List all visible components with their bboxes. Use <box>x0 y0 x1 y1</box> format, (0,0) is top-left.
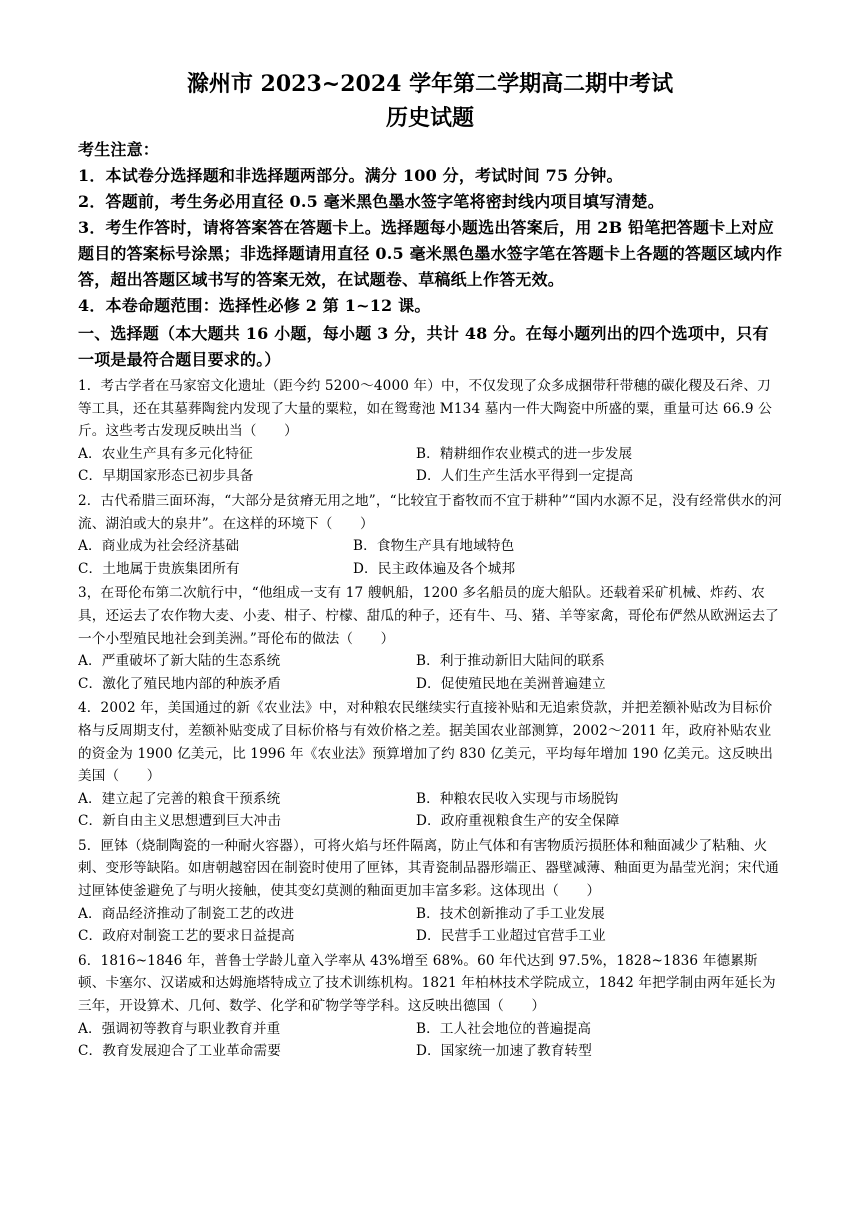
question-stem: 2．古代希腊三面环海，“大部分是贫瘠无用之地”，“比较宜于畜牧而不宜于耕种”“国内水源不足，没有经常供水的河流、湖泊或大的泉井”。在这样的环境下（ ） <box>78 492 782 532</box>
question-options <box>78 443 784 488</box>
option-a: A．商品经济推动了制瓷工艺的改进 <box>78 905 295 922</box>
question-stem: 4．2002 年，美国通过的新《农业法》中，对种粮农民继续实行直接补贴和无追索贷款，并把差额补贴改为目标价格与反周期支付，差额补贴变成了目标价格与有效价格之差。据美国农业部测算，2002～2011 年，政府补贴农业的资金为 1900 亿美元，比 1996 年《农业法》预算增加了约 830 亿美元，平均每年增加 190 亿美元。这反映出美国（ ） <box>78 700 773 785</box>
notice-item: 4．本卷命题范围：选择性必修 2 第 1~12 课。 <box>78 296 431 315</box>
question-stem: 1．考古学者在马家窑文化遗址（距今约 5200～4000 年）中，不仅发现了众多成捆带秆带穗的碳化稷及石斧、刀等工具，还在其墓葬陶瓮内发现了大量的粟粒，如在鸳鸯池 M134 墓内一件大陶瓷中所盛的粟，重量可达 66.9 公斤。这些考古发现反映出当（ ） <box>78 378 772 440</box>
exam-subject: 历史试题 <box>385 105 474 131</box>
notice-heading: 考生注意： <box>78 140 160 159</box>
notice-item: 3．考生作答时，请将答案答在答题卡上。选择题每小题选出答案后，用 2B 铅笔把答题卡上对应题目的答案标号涂黑；非选择题请用直径 0.5 毫米黑色墨水签字笔在答题卡上各题的答题区域内作答，超出答题区域书写的答案无效，在试题卷、草稿纸上作答无效。 <box>78 218 783 289</box>
option-d: D．民主政体遍及各个城邦 <box>353 560 516 577</box>
question-stem: 6．1816~1846 年，普鲁士学龄儿童入学率从 43%增至 68%。60 年代达到 97.5%，1828~1836 年德累斯顿、卡塞尔、汉诺威和达姆施塔特成立了技术训练机构。1821 年柏林技术学院成立，1842 年把学制由两年延长为三年，开设算术、几何、数学、化学和矿物学等学科。这反映出德国（ ） <box>78 952 776 1015</box>
option-a: A．严重破坏了新大陆的生态系统 <box>78 653 281 670</box>
section-heading: 一、选择题（本大题共 16 小题，每小题 3 分，共计 48 分。在每小题列出的四个选项中，只有一项是最符合题目要求的。） <box>78 324 769 369</box>
option-a: A．强调初等教育与职业教育并重 <box>78 1020 281 1037</box>
option-d: D．民营手工业超过官营手工业 <box>416 928 606 945</box>
option-d: D．政府重视粮食生产的安全保障 <box>416 813 620 830</box>
option-b: B．精耕细作农业模式的进一步发展 <box>416 445 633 462</box>
exam-content <box>78 137 784 1063</box>
option-b: B．食物生产具有地域特色 <box>353 538 515 555</box>
option-b: B．种粮农民收入实现与市场脱钩 <box>416 790 619 807</box>
option-c: C．土地属于贵族集团所有 <box>78 560 240 577</box>
question-stem: 3，在哥伦布第二次航行中，“他组成一支有 17 艘帆船，1200 多名船员的庞大船队。还载着采矿机械、炸药、农具，还运去了农作物大麦、小麦、柑子、柠檬、甜瓜的种子，还有牛、马、猪、羊等家禽，哥伦布俨然从欧洲运去了一个小型殖民地社会到美洲。”哥伦布的做法（ ） <box>78 585 779 647</box>
option-c: C．新自由主义思想遭到巨大冲击 <box>78 813 281 830</box>
notice-item: 1．本试卷分选择题和非选择题两部分。满分 100 分，考试时间 75 分钟。 <box>78 166 623 185</box>
option-c: C．早期国家形态已初步具备 <box>78 468 254 485</box>
option-d: D．人们生产生活水平得到一定提高 <box>416 468 634 485</box>
question-stem: 5．匣钵（烧制陶瓷的一种耐火容器），可将火焰与坯件隔离，防止气体和有害物质污损胚体和釉面减少了粘釉、火刺、变形等缺陷。如唐朝越窑因在制瓷时使用了匣钵，其青瓷制品器形端正、器壁减薄、釉面更为晶莹光润；宋代通过匣钵使釜避免了与明火接触，使其变幻莫测的釉面更加丰富多彩。这体现出（ ） <box>78 837 779 900</box>
option-a: A．农业生产具有多元化特征 <box>78 445 253 462</box>
question-options <box>78 788 784 833</box>
option-a: A．商业成为社会经济基础 <box>78 538 240 555</box>
question-options <box>78 903 784 948</box>
option-b: B．工人社会地位的普遍提高 <box>416 1020 592 1037</box>
option-c: C．政府对制瓷工艺的要求日益提高 <box>78 928 295 945</box>
option-b: B．技术创新推动了手工业发展 <box>416 905 605 922</box>
question-options <box>78 535 784 580</box>
notice-item: 2．答题前，考生务必用直径 0.5 毫米黑色墨水签字笔将密封线内项目填写清楚。 <box>78 192 664 211</box>
question-options <box>78 650 784 695</box>
option-a: A．建立起了完善的粮食干预系统 <box>78 790 281 807</box>
option-c: C．教育发展迎合了工业革命需要 <box>78 1043 281 1060</box>
question-options <box>78 1018 784 1063</box>
option-c: C．激化了殖民地内部的种族矛盾 <box>78 675 281 692</box>
option-b: B．利于推动新旧大陆间的联系 <box>416 653 605 670</box>
exam-title: 滁州市 2023~2024 学年第二学期高二期中考试 <box>186 71 674 97</box>
option-d: D．促使殖民地在美洲普遍建立 <box>416 675 606 692</box>
option-d: D．国家统一加速了教育转型 <box>416 1043 592 1060</box>
